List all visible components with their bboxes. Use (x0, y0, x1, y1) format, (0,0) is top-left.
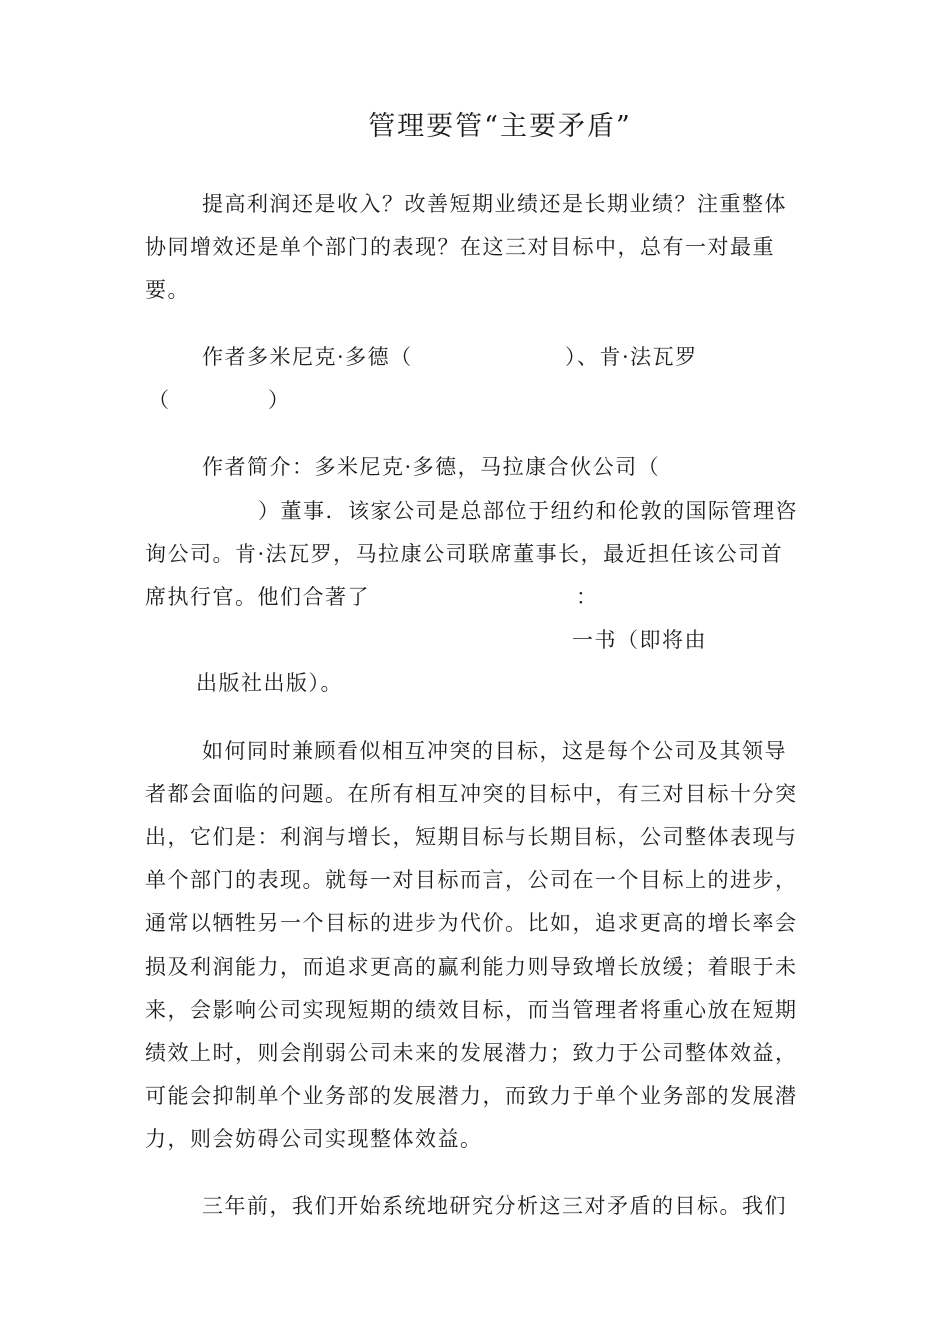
body-line-2: 者都会面临的问题。在所有相互冲突的目标中，有三对目标十分突 (145, 782, 798, 806)
abstract-line-1: 提高利润还是收入？改善短期业绩还是长期业绩？注重整体 (202, 192, 787, 216)
body-line-10: 力，则会妨碍公司实现整体效益。 (145, 1127, 483, 1151)
body-line-6: 损及利润能力，而追求更高的赢利能力则导致增长放缓；着眼于未 (145, 955, 798, 979)
authors-line-1-suffix: ）、肯·法瓦罗 (565, 345, 698, 369)
body-line-3: 出，它们是：利润与增长，短期目标与长期目标，公司整体表现与 (145, 825, 798, 849)
bio-line-2: ）董事．该家公司是总部位于纽约和伦敦的国际管理咨 (258, 499, 798, 523)
body-line-5: 通常以牺牲另一个目标的进步为代价。比如，追求更高的增长率会 (145, 911, 798, 935)
abstract-line-2: 协同增效还是单个部门的表现？在这三对目标中，总有一对最重 (145, 235, 775, 259)
abstract-line-3: 要。 (145, 278, 190, 302)
bio-line-4-colon: ： (576, 585, 599, 609)
document-title: 管理要管“主要矛盾” (368, 111, 632, 142)
bio-line-1: 作者简介：多米尼克·多德，马拉康合伙公司（ (202, 455, 661, 479)
bio-line-5: 一书（即将由 (572, 628, 707, 652)
authors-line-1-prefix: 作者多米尼克·多德（ (202, 345, 413, 369)
next-paragraph-line-1: 三年前，我们开始系统地研究分析这三对矛盾的目标。我们 (202, 1194, 787, 1218)
body-line-1: 如何同时兼顾看似相互冲突的目标，这是每个公司及其领导 (202, 739, 787, 763)
body-line-4: 单个部门的表现。就每一对目标而言，公司在一个目标上的进步， (145, 868, 798, 892)
body-line-9: 可能会抑制单个业务部的发展潜力，而致力于单个业务部的发展潜 (145, 1084, 798, 1108)
authors-line-2-open: （ (148, 388, 171, 412)
body-line-8: 绩效上时，则会削弱公司未来的发展潜力；致力于公司整体效益， (145, 1041, 798, 1065)
bio-line-6: 出版社出版）。 (196, 671, 343, 695)
bio-line-4: 席执行官。他们合著了 (145, 585, 370, 609)
bio-line-3: 询公司。肯·法瓦罗，马拉康公司联席董事长，最近担任该公司首 (145, 542, 784, 566)
authors-line-2-close: ） (268, 388, 291, 412)
body-line-7: 来，会影响公司实现短期的绩效目标，而当管理者将重心放在短期 (145, 998, 798, 1022)
